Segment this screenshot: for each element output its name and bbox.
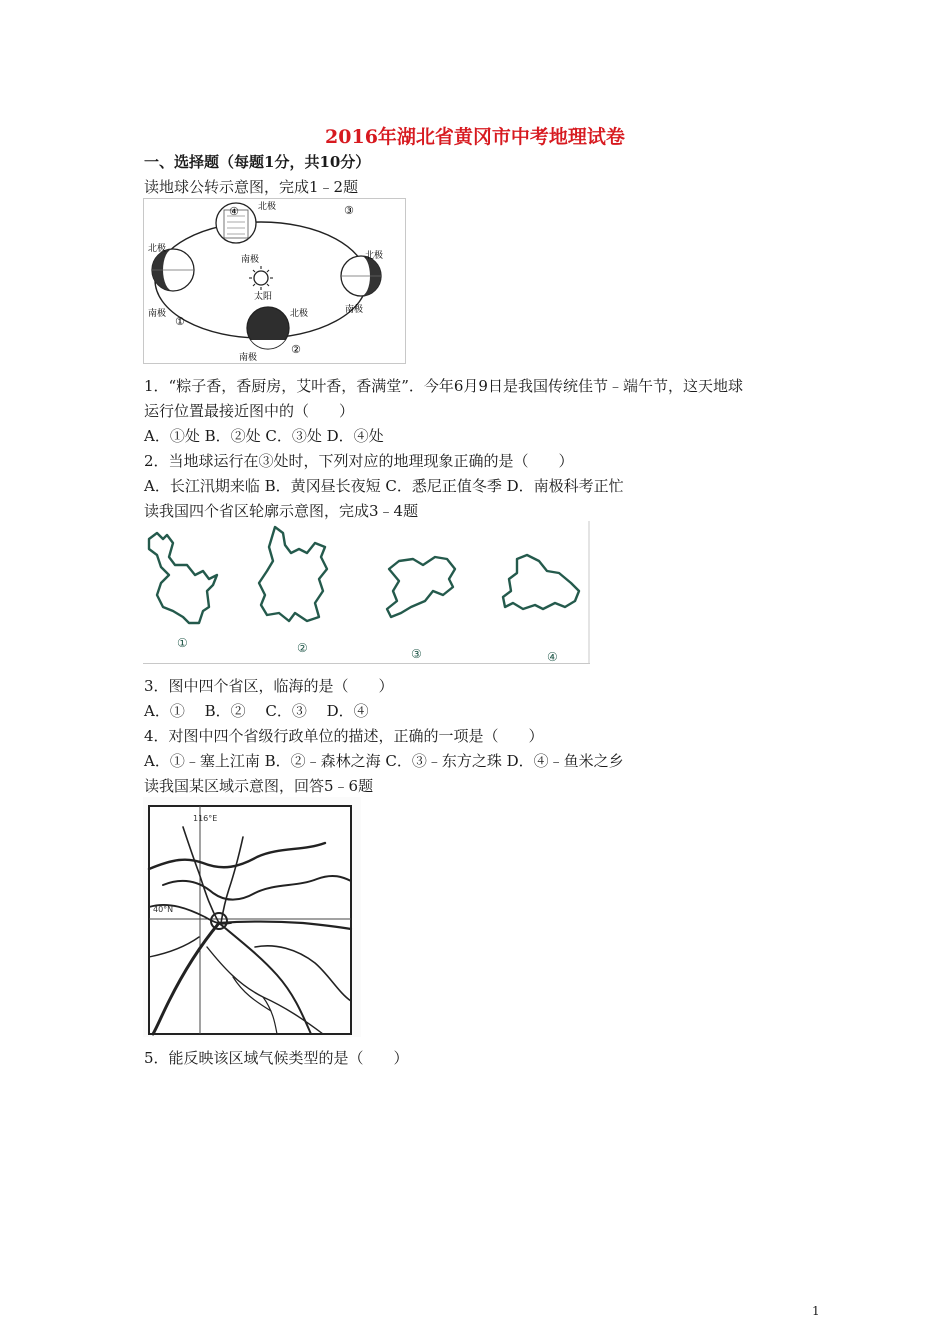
pos1-south-label: 南极 — [148, 309, 167, 319]
sun-icon — [249, 266, 273, 290]
province-label-1: ① — [177, 636, 188, 650]
intro-q5-6: 读我国某区域示意图，回答5﹣6题 — [144, 777, 374, 795]
regional-map-figure — [143, 797, 361, 1037]
q2-options: A．长江汛期来临 B．黄冈昼长夜短 C．悉尼正值冬季 D．南极科考正忙 — [144, 477, 624, 495]
pos4-north-label: 北极 — [258, 202, 277, 212]
pos3-label: ③ — [344, 204, 354, 217]
q1-stem-line2: 运行位置最接近图中的（ ） — [144, 402, 355, 420]
earth-position-3 — [341, 256, 381, 296]
earth-revolution-figure — [143, 198, 406, 364]
section-heading: 一、选择题（每题1分，共10分） — [144, 153, 371, 171]
q4-options: A．①﹣塞上江南 B．②﹣森林之海 C．③﹣东方之珠 D．④﹣鱼米之乡 — [144, 752, 624, 770]
q1-stem-line1: 1．“粽子香，香厨房，艾叶香，香满堂”．今年6月9日是我国传统佳节﹣端午节，这天地球 — [144, 377, 743, 395]
province-label-2: ② — [297, 641, 308, 655]
q2-stem: 2．当地球运行在③处时，下列对应的地理现象正确的是（ ） — [144, 452, 574, 470]
province-label-3: ③ — [411, 647, 422, 661]
q4-stem: 4．对图中四个省级行政单位的描述，正确的一项是（ ） — [144, 727, 544, 745]
intro-q1-2: 读地球公转示意图，完成1﹣2题 — [144, 178, 359, 196]
pos4-south-label: 南极 — [241, 255, 260, 265]
q5-stem: 5．能反映该区域气候类型的是（ ） — [144, 1049, 409, 1067]
province-outline-4 — [503, 555, 579, 609]
earth-position-2 — [247, 307, 289, 349]
province-outline-3 — [387, 557, 455, 617]
map-frame — [149, 806, 351, 1034]
latitude-label: 40°N — [153, 905, 174, 914]
pos3-south-label: 南极 — [345, 305, 364, 315]
q3-options: A．① B．② C．③ D．④ — [144, 702, 369, 720]
pos1-label: ① — [175, 315, 185, 328]
page-title: 2016年湖北省黄冈市中考地理试卷 — [325, 126, 625, 148]
pos4-label: ④ — [229, 205, 239, 218]
pos2-north-label: 北极 — [290, 309, 309, 319]
province-outline-2 — [259, 527, 327, 621]
intro-q3-4: 读我国四个省区轮廓示意图，完成3﹣4题 — [144, 502, 419, 520]
page-number: 1 — [812, 1304, 820, 1318]
province-outlines-figure — [143, 521, 590, 664]
province-outline-1 — [149, 533, 217, 623]
pos1-north-label: 北极 — [148, 244, 167, 254]
province-label-4: ④ — [547, 650, 558, 664]
longitude-label: 116°E — [193, 814, 218, 823]
earth-position-1 — [152, 249, 194, 291]
sun-label: 太阳 — [254, 292, 273, 302]
pos2-label: ② — [291, 343, 301, 356]
q1-options: A．①处 B．②处 C．③处 D．④处 — [144, 427, 384, 445]
q3-stem: 3．图中四个省区，临海的是（ ） — [144, 677, 394, 695]
pos3-north-label: 北极 — [365, 251, 384, 261]
pos2-south-label: 南极 — [239, 353, 258, 363]
